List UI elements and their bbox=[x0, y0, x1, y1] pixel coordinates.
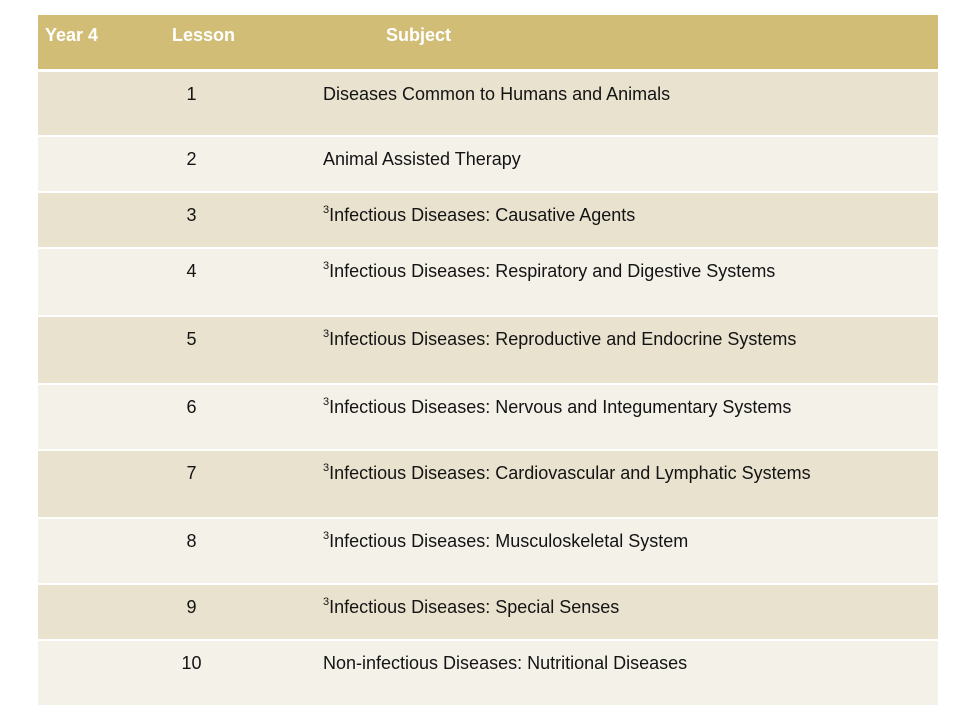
lesson-subject bbox=[234, 136, 938, 192]
table-row bbox=[38, 584, 938, 640]
subject-text: Infectious Diseases: Musculoskeletal System bbox=[329, 531, 689, 551]
lesson-subject bbox=[234, 640, 938, 706]
table-row bbox=[38, 192, 938, 248]
subject-text: Infectious Diseases: Nervous and Integumentary Systems bbox=[329, 397, 792, 417]
lesson-subject bbox=[234, 450, 938, 518]
lesson-number: 1 bbox=[186, 83, 197, 104]
header-subject: Subject bbox=[234, 15, 938, 70]
year-cell bbox=[38, 450, 124, 518]
lesson-number: 3 bbox=[186, 205, 197, 225]
table-row bbox=[38, 518, 938, 584]
lesson-number: 9 bbox=[186, 597, 197, 617]
subject-text: Non-infectious Diseases: Nutritional Diseases bbox=[323, 653, 688, 673]
subject-text: Diseases Common to Humans and Animals bbox=[323, 83, 671, 104]
subject-text: Animal Assisted Therapy bbox=[323, 149, 521, 169]
footnote-marker: 3 bbox=[323, 260, 330, 272]
year-cell bbox=[38, 248, 124, 316]
lesson-number: 4 bbox=[186, 261, 197, 281]
year-cell bbox=[38, 384, 124, 450]
lesson-subject bbox=[234, 518, 938, 584]
lesson-subject bbox=[234, 584, 938, 640]
footnote-marker: 3 bbox=[323, 204, 330, 216]
lesson-subject bbox=[234, 316, 938, 384]
lesson-subject bbox=[234, 192, 938, 248]
year-cell bbox=[38, 640, 124, 706]
year-cell bbox=[38, 316, 124, 384]
table-row bbox=[38, 248, 938, 316]
year-cell bbox=[38, 136, 124, 192]
lessons-table bbox=[38, 15, 938, 707]
table-row bbox=[38, 136, 938, 192]
lesson-number: 7 bbox=[186, 463, 197, 483]
table-row bbox=[38, 640, 938, 706]
lesson-number: 5 bbox=[186, 329, 197, 349]
table-row bbox=[38, 384, 938, 450]
year-cell bbox=[38, 518, 124, 584]
table-row bbox=[38, 70, 938, 136]
footnote-marker: 3 bbox=[323, 596, 330, 608]
subject-text: Infectious Diseases: Respiratory and Digestive Systems bbox=[329, 261, 776, 281]
lesson-subject bbox=[234, 70, 938, 136]
lesson-number: 6 bbox=[186, 397, 197, 417]
table-row bbox=[38, 450, 938, 518]
year-cell bbox=[38, 584, 124, 640]
subject-text: Infectious Diseases: Special Senses bbox=[329, 597, 620, 617]
lesson-number: 8 bbox=[186, 531, 197, 551]
subject-text: Infectious Diseases: Causative Agents bbox=[329, 205, 636, 225]
year-cell bbox=[38, 192, 124, 248]
footnote-marker: 3 bbox=[323, 462, 330, 474]
header-year: Year 4 bbox=[38, 15, 124, 70]
subject-text: Infectious Diseases: Reproductive and Endocrine Systems bbox=[329, 329, 797, 349]
footnote-marker: 3 bbox=[323, 530, 330, 542]
header-lesson: Lesson bbox=[124, 15, 234, 70]
footnote-marker: 3 bbox=[323, 396, 330, 408]
lesson-subject bbox=[234, 384, 938, 450]
lesson-number: 2 bbox=[186, 149, 197, 169]
year-cell bbox=[38, 70, 124, 136]
table-row bbox=[38, 316, 938, 384]
lesson-subject bbox=[234, 248, 938, 316]
table-header-row bbox=[38, 15, 938, 70]
footnote-marker: 3 bbox=[323, 328, 330, 340]
lesson-number: 10 bbox=[181, 653, 202, 673]
subject-text: Infectious Diseases: Cardiovascular and Lymphatic Systems bbox=[329, 463, 811, 483]
